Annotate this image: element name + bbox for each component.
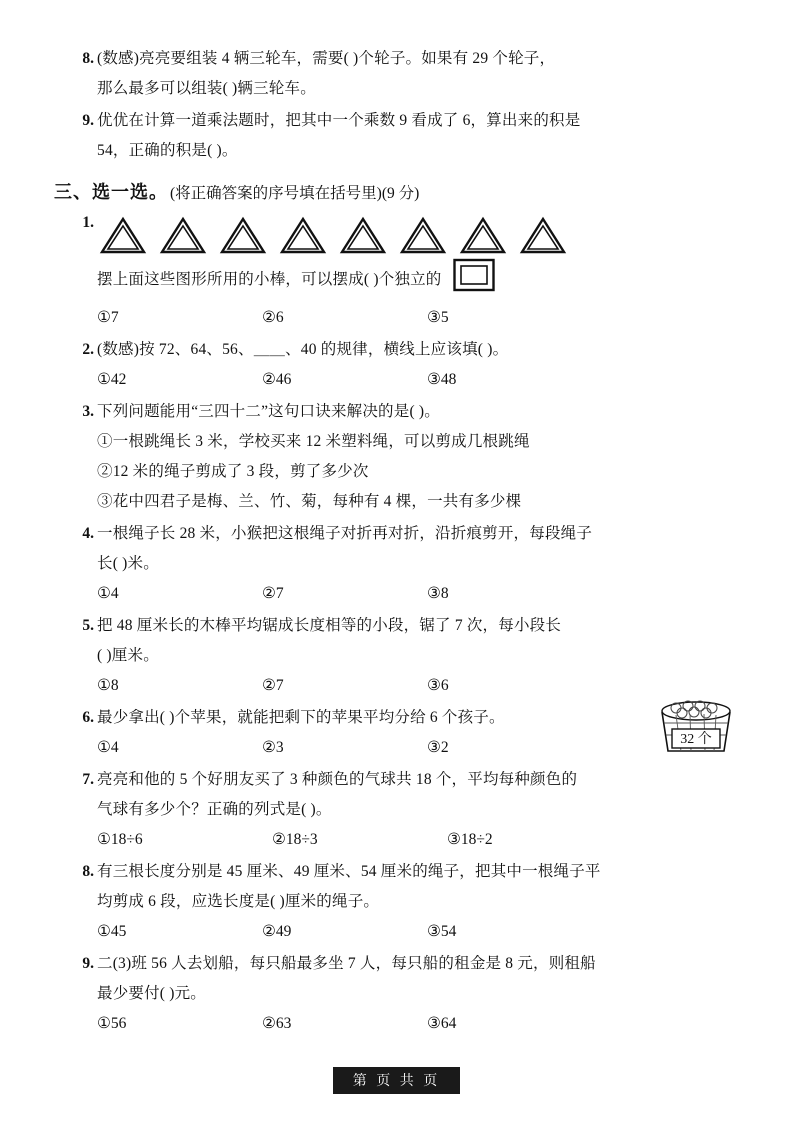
question-choice-2 <box>72 335 732 395</box>
question-line: 优优在计算一道乘法题时，把其中一个乘数 9 看成了 6，算出来的积是 <box>97 112 581 129</box>
page-number-label: 第 页 共 页 <box>333 1067 461 1094</box>
triangle-icon <box>339 215 387 255</box>
question-choice-5 <box>72 611 732 701</box>
page-content <box>54 44 732 1041</box>
triangle-icon <box>99 215 147 255</box>
options-row <box>97 733 732 763</box>
question-line: 有三根长度分别是 45 厘米、49 厘米、54 厘米的绳子，把其中一根绳子平 <box>97 863 601 880</box>
question-body <box>97 765 732 855</box>
option-1[interactable]: ①18÷6 <box>97 831 143 848</box>
question-line: 把 48 厘米长的木棒平均锯成长度相等的小段，锯了 7 次，每小段长 <box>97 617 562 634</box>
question-choice-4 <box>72 519 732 609</box>
triangle-icon <box>459 215 507 255</box>
option-1[interactable]: ①45 <box>97 923 127 940</box>
option-2[interactable]: ②7 <box>262 677 284 694</box>
options-row <box>97 825 732 855</box>
options-row <box>97 917 732 947</box>
section-title: 三、选一选。 <box>54 182 168 202</box>
question-text: (数感)按 72、64、56、＿＿、40 的规律，横线上应该填( )。 <box>97 341 509 358</box>
question-number: 3. <box>82 403 94 420</box>
question-text: 摆上面这些图形所用的小棒，可以摆成( )个独立的 <box>97 271 442 289</box>
question-choice-8 <box>72 857 732 947</box>
question-line: 那么最多可以组装( )辆三轮车。 <box>97 80 316 97</box>
option-3[interactable]: ③5 <box>427 309 449 326</box>
section-heading <box>54 178 732 204</box>
question-number: 9. <box>82 112 94 129</box>
question-body <box>97 44 732 104</box>
basket-count-label: 32 个 <box>680 732 712 747</box>
section-subtitle: (将正确答案的序号填在括号里)(9 分) <box>170 185 420 202</box>
triangle-icon <box>519 215 567 255</box>
options-row <box>97 303 732 333</box>
option-2[interactable]: ②63 <box>262 1015 292 1032</box>
apple-basket-illustration <box>650 695 736 762</box>
question-choice-3 <box>72 397 732 517</box>
square-icon <box>452 258 496 303</box>
question-body <box>97 208 732 333</box>
question-body <box>97 397 732 517</box>
triangle-shapes-row <box>99 214 732 256</box>
question-choice-1 <box>72 208 732 333</box>
question-text: 下列问题能用“三四十二”这句口诀来解决的是( )。 <box>97 403 440 420</box>
question-number: 2. <box>82 341 94 358</box>
options-row <box>97 1009 732 1039</box>
question-line: 长( )米。 <box>97 555 159 572</box>
question-body <box>97 857 732 947</box>
question-number: 7. <box>82 771 94 788</box>
triangle-icon <box>399 215 447 255</box>
triangle-icon <box>159 215 207 255</box>
option-3[interactable]: ③48 <box>427 371 457 388</box>
question-line: 二(3)班 56 人去划船，每只船最多坐 7 人，每只船的租金是 8 元，则租船 <box>97 955 596 972</box>
page-footer <box>0 1067 793 1094</box>
option-2[interactable]: ②46 <box>262 371 292 388</box>
option-2[interactable]: ②3 <box>262 739 284 756</box>
triangle-icon <box>279 215 327 255</box>
option-1[interactable]: ①8 <box>97 677 119 694</box>
options-row <box>97 579 732 609</box>
triangle-icon <box>219 215 267 255</box>
option-2[interactable]: ②49 <box>262 923 292 940</box>
question-body <box>97 106 732 166</box>
option-2[interactable]: ②12 米的绳子剪成了 3 段，剪了多少次 <box>97 463 369 480</box>
question-number: 8. <box>82 863 94 880</box>
question-fill-9 <box>72 106 732 166</box>
question-number: 1. <box>82 214 94 231</box>
option-1[interactable]: ①56 <box>97 1015 127 1032</box>
option-3[interactable]: ③花中四君子是梅、兰、竹、菊，每种有 4 棵，一共有多少棵 <box>97 493 522 510</box>
question-line: 54，正确的积是( )。 <box>97 142 238 159</box>
question-body <box>97 949 732 1039</box>
question-body <box>97 519 732 609</box>
question-choice-7 <box>72 765 732 855</box>
question-number: 5. <box>82 617 94 634</box>
option-3[interactable]: ③2 <box>427 739 449 756</box>
question-line: 均剪成 6 段，应选长度是( )厘米的绳子。 <box>97 893 380 910</box>
question-choice-9 <box>72 949 732 1039</box>
question-line: (数感)亮亮要组装 4 辆三轮车，需要( )个轮子。如果有 29 个轮子， <box>97 50 556 67</box>
option-1[interactable]: ①4 <box>97 739 119 756</box>
option-3[interactable]: ③8 <box>427 585 449 602</box>
option-3[interactable]: ③18÷2 <box>447 831 493 848</box>
question-number: 8. <box>82 50 94 67</box>
option-1[interactable]: ①4 <box>97 585 119 602</box>
question-body <box>97 703 732 763</box>
question-body <box>97 335 732 395</box>
question-text-row <box>97 258 732 303</box>
question-line: ( )厘米。 <box>97 647 159 664</box>
option-2[interactable]: ②7 <box>262 585 284 602</box>
option-3[interactable]: ③6 <box>427 677 449 694</box>
options-row <box>97 671 732 701</box>
options-row <box>97 365 732 395</box>
question-number: 4. <box>82 525 94 542</box>
option-1[interactable]: ①一根跳绳长 3 米，学校买来 12 米塑料绳，可以剪成几根跳绳 <box>97 433 530 450</box>
option-1[interactable]: ①42 <box>97 371 127 388</box>
option-2[interactable]: ②18÷3 <box>272 831 318 848</box>
option-3[interactable]: ③54 <box>427 923 457 940</box>
question-line: 一根绳子长 28 米，小猴把这根绳子对折再对折，沿折痕剪开，每段绳子 <box>97 525 593 542</box>
option-1[interactable]: ①7 <box>97 309 119 326</box>
option-2[interactable]: ②6 <box>262 309 284 326</box>
question-line: 气球有多少个？正确的列式是( )。 <box>97 801 332 818</box>
question-choice-6 <box>72 703 732 763</box>
option-3[interactable]: ③64 <box>427 1015 457 1032</box>
question-fill-8 <box>72 44 732 104</box>
question-text: 最少拿出( )个苹果，就能把剩下的苹果平均分给 6 个孩子。 <box>97 709 505 726</box>
question-line: 亮亮和他的 5 个好朋友买了 3 种颜色的气球共 18 个，平均每种颜色的 <box>97 771 578 788</box>
question-body <box>97 611 732 701</box>
question-line: 最少要付( )元。 <box>97 985 206 1002</box>
question-number: 9. <box>82 955 94 972</box>
question-number: 6. <box>82 709 94 726</box>
